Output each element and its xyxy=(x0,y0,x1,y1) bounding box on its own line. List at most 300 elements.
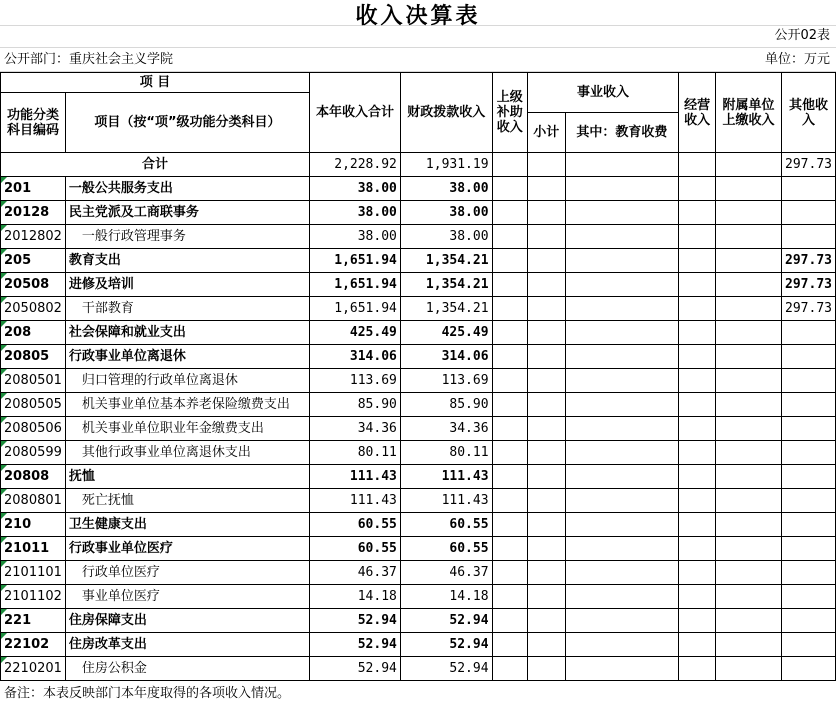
row-edu xyxy=(565,393,679,417)
row-edu xyxy=(565,345,679,369)
header-fiscal: 财政拨款收入 xyxy=(400,73,492,153)
row-edu xyxy=(565,369,679,393)
row-fiscal: 60.55 xyxy=(400,513,492,537)
row-subsidy xyxy=(492,537,527,561)
row-subsidy xyxy=(492,369,527,393)
row-other xyxy=(782,177,836,201)
row-code-text: 2012802 xyxy=(4,229,62,244)
row-edu xyxy=(565,321,679,345)
row-operating xyxy=(679,489,716,513)
row-operating xyxy=(679,345,716,369)
row-operating xyxy=(679,585,716,609)
row-other xyxy=(782,369,836,393)
row-total: 113.69 xyxy=(310,369,401,393)
row-code-text: 221 xyxy=(4,613,32,628)
row-subsidy xyxy=(492,297,527,321)
total-label: 合计 xyxy=(1,153,310,177)
table-row xyxy=(1,441,836,465)
row-operating xyxy=(679,513,716,537)
row-subtotal xyxy=(527,441,565,465)
row-code-text: 2080506 xyxy=(4,421,62,436)
header-affiliated: 附属单位上缴收入 xyxy=(716,73,782,153)
row-code-text: 2080599 xyxy=(4,445,62,460)
table-row xyxy=(1,345,836,369)
table-row xyxy=(1,657,836,681)
row-affiliated xyxy=(716,609,782,633)
row-subtotal xyxy=(527,561,565,585)
row-operating xyxy=(679,201,716,225)
row-fiscal: 1,354.21 xyxy=(400,273,492,297)
row-total: 85.90 xyxy=(310,393,401,417)
row-other xyxy=(782,513,836,537)
header-total: 本年收入合计 xyxy=(310,73,401,153)
row-subsidy xyxy=(492,177,527,201)
row-other xyxy=(782,657,836,681)
cell-marker-icon xyxy=(1,585,7,591)
row-operating xyxy=(679,177,716,201)
row-affiliated xyxy=(716,249,782,273)
row-operating xyxy=(679,417,716,441)
form-number: 公开02表 xyxy=(774,28,830,43)
row-subsidy xyxy=(492,489,527,513)
row-name: 住房公积金 xyxy=(65,657,309,681)
row-other xyxy=(782,633,836,657)
total-subsidy xyxy=(492,153,527,177)
row-subsidy xyxy=(492,609,527,633)
row-fiscal: 314.06 xyxy=(400,345,492,369)
row-code xyxy=(1,561,66,585)
row-subsidy xyxy=(492,393,527,417)
row-fiscal: 46.37 xyxy=(400,561,492,585)
cell-marker-icon xyxy=(1,561,7,567)
row-edu xyxy=(565,657,679,681)
row-code-text: 20508 xyxy=(4,277,50,292)
table-row xyxy=(1,417,836,441)
row-fiscal: 14.18 xyxy=(400,585,492,609)
row-subsidy xyxy=(492,657,527,681)
row-code-text: 2050802 xyxy=(4,301,62,316)
row-code-text: 22102 xyxy=(4,637,50,652)
header-subsidy: 上级补助收入 xyxy=(492,73,527,153)
row-affiliated xyxy=(716,561,782,585)
cell-marker-icon xyxy=(1,321,7,327)
total-edu xyxy=(565,153,679,177)
cell-marker-icon xyxy=(1,201,7,207)
row-affiliated xyxy=(716,345,782,369)
row-subtotal xyxy=(527,393,565,417)
report-title: 收入决算表 xyxy=(355,3,481,29)
row-total: 14.18 xyxy=(310,585,401,609)
row-operating xyxy=(679,321,716,345)
row-edu xyxy=(565,489,679,513)
row-edu xyxy=(565,585,679,609)
row-fiscal: 38.00 xyxy=(400,201,492,225)
row-subsidy xyxy=(492,561,527,585)
row-affiliated xyxy=(716,321,782,345)
row-operating xyxy=(679,441,716,465)
unit-label: 单位：万元 xyxy=(764,52,830,67)
row-total: 52.94 xyxy=(310,633,401,657)
row-code-text: 20128 xyxy=(4,205,50,220)
row-operating xyxy=(679,561,716,585)
row-name: 机关事业单位基本养老保险缴费支出 xyxy=(65,393,309,417)
header-operating: 经营收入 xyxy=(679,73,716,153)
row-affiliated xyxy=(716,297,782,321)
row-code xyxy=(1,441,66,465)
row-subsidy xyxy=(492,273,527,297)
row-total: 60.55 xyxy=(310,537,401,561)
table-row xyxy=(1,225,836,249)
table-row xyxy=(1,537,836,561)
row-name: 其他行政事业单位离退休支出 xyxy=(65,441,309,465)
row-total: 38.00 xyxy=(310,177,401,201)
row-code-text: 210 xyxy=(4,517,32,532)
row-other xyxy=(782,417,836,441)
row-fiscal: 38.00 xyxy=(400,177,492,201)
row-name: 机关事业单位职业年金缴费支出 xyxy=(65,417,309,441)
row-operating xyxy=(679,225,716,249)
row-other xyxy=(782,201,836,225)
row-name: 抚恤 xyxy=(65,465,309,489)
row-affiliated xyxy=(716,633,782,657)
row-code-text: 2101101 xyxy=(4,565,62,580)
row-subtotal xyxy=(527,249,565,273)
row-code xyxy=(1,345,66,369)
row-fiscal: 34.36 xyxy=(400,417,492,441)
cell-marker-icon xyxy=(1,225,7,231)
row-fiscal: 1,354.21 xyxy=(400,249,492,273)
row-total: 38.00 xyxy=(310,225,401,249)
cell-marker-icon xyxy=(1,657,7,663)
row-fiscal: 111.43 xyxy=(400,465,492,489)
header-edu: 其中：教育收费 xyxy=(565,113,679,153)
row-subtotal xyxy=(527,465,565,489)
row-edu xyxy=(565,537,679,561)
table-row xyxy=(1,561,836,585)
row-name: 死亡抚恤 xyxy=(65,489,309,513)
row-code xyxy=(1,177,66,201)
row-code-text: 208 xyxy=(4,325,32,340)
row-edu xyxy=(565,441,679,465)
row-subtotal xyxy=(527,273,565,297)
row-name: 民主党派及工商联事务 xyxy=(65,201,309,225)
row-name: 一般行政管理事务 xyxy=(65,225,309,249)
table-row xyxy=(1,321,836,345)
row-edu xyxy=(565,513,679,537)
row-affiliated xyxy=(716,537,782,561)
row-subtotal xyxy=(527,369,565,393)
cell-marker-icon xyxy=(1,633,7,639)
row-fiscal: 85.90 xyxy=(400,393,492,417)
row-fiscal: 113.69 xyxy=(400,369,492,393)
row-subsidy xyxy=(492,441,527,465)
row-name: 住房改革支出 xyxy=(65,633,309,657)
row-code xyxy=(1,249,66,273)
row-fiscal: 52.94 xyxy=(400,633,492,657)
table-row xyxy=(1,177,836,201)
income-table xyxy=(0,72,836,681)
row-subtotal xyxy=(527,201,565,225)
row-fiscal: 52.94 xyxy=(400,609,492,633)
total-subtotal xyxy=(527,153,565,177)
row-code xyxy=(1,657,66,681)
row-affiliated xyxy=(716,465,782,489)
row-subtotal xyxy=(527,489,565,513)
cell-marker-icon xyxy=(1,417,7,423)
row-code xyxy=(1,417,66,441)
cell-marker-icon xyxy=(1,537,7,543)
row-operating xyxy=(679,609,716,633)
row-code xyxy=(1,201,66,225)
row-code xyxy=(1,369,66,393)
total-row xyxy=(1,153,836,177)
row-other xyxy=(782,489,836,513)
table-row xyxy=(1,297,836,321)
row-affiliated xyxy=(716,225,782,249)
table-row xyxy=(1,633,836,657)
row-edu xyxy=(565,561,679,585)
table-row xyxy=(1,609,836,633)
row-code-text: 2080505 xyxy=(4,397,62,412)
table-row xyxy=(1,393,836,417)
total-fiscal: 1,931.19 xyxy=(400,153,492,177)
row-name: 社会保障和就业支出 xyxy=(65,321,309,345)
cell-marker-icon xyxy=(1,609,7,615)
row-total: 60.55 xyxy=(310,513,401,537)
header-other: 其他收入 xyxy=(782,73,836,153)
table-row xyxy=(1,513,836,537)
row-total: 425.49 xyxy=(310,321,401,345)
row-subsidy xyxy=(492,585,527,609)
row-affiliated xyxy=(716,369,782,393)
row-affiliated xyxy=(716,441,782,465)
row-other xyxy=(782,537,836,561)
row-fiscal: 80.11 xyxy=(400,441,492,465)
row-total: 1,651.94 xyxy=(310,297,401,321)
row-edu xyxy=(565,249,679,273)
row-code-text: 2101102 xyxy=(4,589,62,604)
row-name: 行政单位医疗 xyxy=(65,561,309,585)
cell-marker-icon xyxy=(1,273,7,279)
row-subtotal xyxy=(527,177,565,201)
row-code xyxy=(1,537,66,561)
row-total: 111.43 xyxy=(310,465,401,489)
row-subsidy xyxy=(492,345,527,369)
table-row xyxy=(1,273,836,297)
row-subtotal xyxy=(527,297,565,321)
header-item: 项 目 xyxy=(1,73,310,93)
table-row xyxy=(1,585,836,609)
row-code xyxy=(1,465,66,489)
row-affiliated xyxy=(716,417,782,441)
row-fiscal: 52.94 xyxy=(400,657,492,681)
row-code-text: 20805 xyxy=(4,349,50,364)
row-code-text: 2080801 xyxy=(4,493,62,508)
cell-marker-icon xyxy=(1,297,7,303)
row-code-text: 2080501 xyxy=(4,373,62,388)
row-edu xyxy=(565,465,679,489)
row-total: 1,651.94 xyxy=(310,249,401,273)
row-affiliated xyxy=(716,585,782,609)
row-code xyxy=(1,273,66,297)
row-name: 行政事业单位离退休 xyxy=(65,345,309,369)
cell-marker-icon xyxy=(1,249,7,255)
cell-marker-icon xyxy=(1,489,7,495)
row-affiliated xyxy=(716,201,782,225)
row-code xyxy=(1,489,66,513)
row-edu xyxy=(565,297,679,321)
total-other: 297.73 xyxy=(782,153,836,177)
footnote: 备注：本表反映部门本年度取得的各项收入情况。 xyxy=(4,686,291,701)
row-code xyxy=(1,225,66,249)
row-operating xyxy=(679,297,716,321)
row-name: 归口管理的行政单位离退休 xyxy=(65,369,309,393)
row-total: 52.94 xyxy=(310,609,401,633)
row-name: 进修及培训 xyxy=(65,273,309,297)
row-subsidy xyxy=(492,513,527,537)
row-subsidy xyxy=(492,633,527,657)
row-subtotal xyxy=(527,585,565,609)
row-edu xyxy=(565,633,679,657)
row-operating xyxy=(679,393,716,417)
row-total: 34.36 xyxy=(310,417,401,441)
row-code-text: 205 xyxy=(4,253,32,268)
row-subtotal xyxy=(527,321,565,345)
cell-marker-icon xyxy=(1,513,7,519)
row-subtotal xyxy=(527,225,565,249)
row-operating xyxy=(679,249,716,273)
department-label: 公开部门：重庆社会主义学院 xyxy=(4,52,174,67)
row-code xyxy=(1,297,66,321)
total-operating xyxy=(679,153,716,177)
row-code-text: 201 xyxy=(4,181,32,196)
row-other xyxy=(782,393,836,417)
row-affiliated xyxy=(716,273,782,297)
total-sum: 2,228.92 xyxy=(310,153,401,177)
row-code xyxy=(1,585,66,609)
row-total: 38.00 xyxy=(310,201,401,225)
table-row xyxy=(1,201,836,225)
row-subtotal xyxy=(527,417,565,441)
row-other xyxy=(782,465,836,489)
row-operating xyxy=(679,273,716,297)
row-other xyxy=(782,321,836,345)
row-fiscal: 60.55 xyxy=(400,537,492,561)
row-subtotal xyxy=(527,537,565,561)
row-other xyxy=(782,345,836,369)
table-row xyxy=(1,369,836,393)
cell-marker-icon xyxy=(1,441,7,447)
row-edu xyxy=(565,225,679,249)
cell-marker-icon xyxy=(1,393,7,399)
row-total: 46.37 xyxy=(310,561,401,585)
row-other: 297.73 xyxy=(782,273,836,297)
row-other: 297.73 xyxy=(782,297,836,321)
header-func-code: 功能分类科目编码 xyxy=(1,93,66,153)
row-code xyxy=(1,513,66,537)
row-total: 314.06 xyxy=(310,345,401,369)
row-affiliated xyxy=(716,513,782,537)
row-other xyxy=(782,609,836,633)
row-total: 52.94 xyxy=(310,657,401,681)
row-total: 1,651.94 xyxy=(310,273,401,297)
row-edu xyxy=(565,609,679,633)
row-total: 80.11 xyxy=(310,441,401,465)
row-code xyxy=(1,609,66,633)
header-subtotal: 小计 xyxy=(527,113,565,153)
row-subsidy xyxy=(492,465,527,489)
row-subtotal xyxy=(527,609,565,633)
table-row xyxy=(1,489,836,513)
cell-marker-icon xyxy=(1,369,7,375)
row-operating xyxy=(679,657,716,681)
row-subsidy xyxy=(492,225,527,249)
total-affiliated xyxy=(716,153,782,177)
row-name: 一般公共服务支出 xyxy=(65,177,309,201)
row-subtotal xyxy=(527,633,565,657)
table-row xyxy=(1,249,836,273)
row-name: 事业单位医疗 xyxy=(65,585,309,609)
row-subtotal xyxy=(527,657,565,681)
row-affiliated xyxy=(716,393,782,417)
row-fiscal: 111.43 xyxy=(400,489,492,513)
table-row xyxy=(1,465,836,489)
row-affiliated xyxy=(716,657,782,681)
row-subsidy xyxy=(492,249,527,273)
row-code-text: 20808 xyxy=(4,469,50,484)
row-subsidy xyxy=(492,321,527,345)
row-name: 干部教育 xyxy=(65,297,309,321)
header-item-name: 项目（按“项”级功能分类科目） xyxy=(65,93,309,153)
cell-marker-icon xyxy=(1,345,7,351)
row-name: 住房保障支出 xyxy=(65,609,309,633)
row-code xyxy=(1,633,66,657)
row-operating xyxy=(679,633,716,657)
row-name: 卫生健康支出 xyxy=(65,513,309,537)
row-subsidy xyxy=(492,201,527,225)
row-operating xyxy=(679,369,716,393)
row-other xyxy=(782,585,836,609)
row-fiscal: 425.49 xyxy=(400,321,492,345)
row-operating xyxy=(679,537,716,561)
row-name: 行政事业单位医疗 xyxy=(65,537,309,561)
cell-marker-icon xyxy=(1,177,7,183)
row-subtotal xyxy=(527,345,565,369)
row-code-text: 2210201 xyxy=(4,661,62,676)
row-total: 111.43 xyxy=(310,489,401,513)
row-subtotal xyxy=(527,513,565,537)
row-edu xyxy=(565,177,679,201)
row-other: 297.73 xyxy=(782,249,836,273)
row-code-text: 21011 xyxy=(4,541,50,556)
row-code xyxy=(1,393,66,417)
cell-marker-icon xyxy=(1,465,7,471)
row-other xyxy=(782,225,836,249)
row-code xyxy=(1,321,66,345)
row-fiscal: 1,354.21 xyxy=(400,297,492,321)
header-career: 事业收入 xyxy=(527,73,678,113)
row-subsidy xyxy=(492,417,527,441)
row-edu xyxy=(565,273,679,297)
row-affiliated xyxy=(716,177,782,201)
row-affiliated xyxy=(716,489,782,513)
row-edu xyxy=(565,201,679,225)
row-operating xyxy=(679,465,716,489)
row-fiscal: 38.00 xyxy=(400,225,492,249)
row-edu xyxy=(565,417,679,441)
row-other xyxy=(782,441,836,465)
row-name: 教育支出 xyxy=(65,249,309,273)
